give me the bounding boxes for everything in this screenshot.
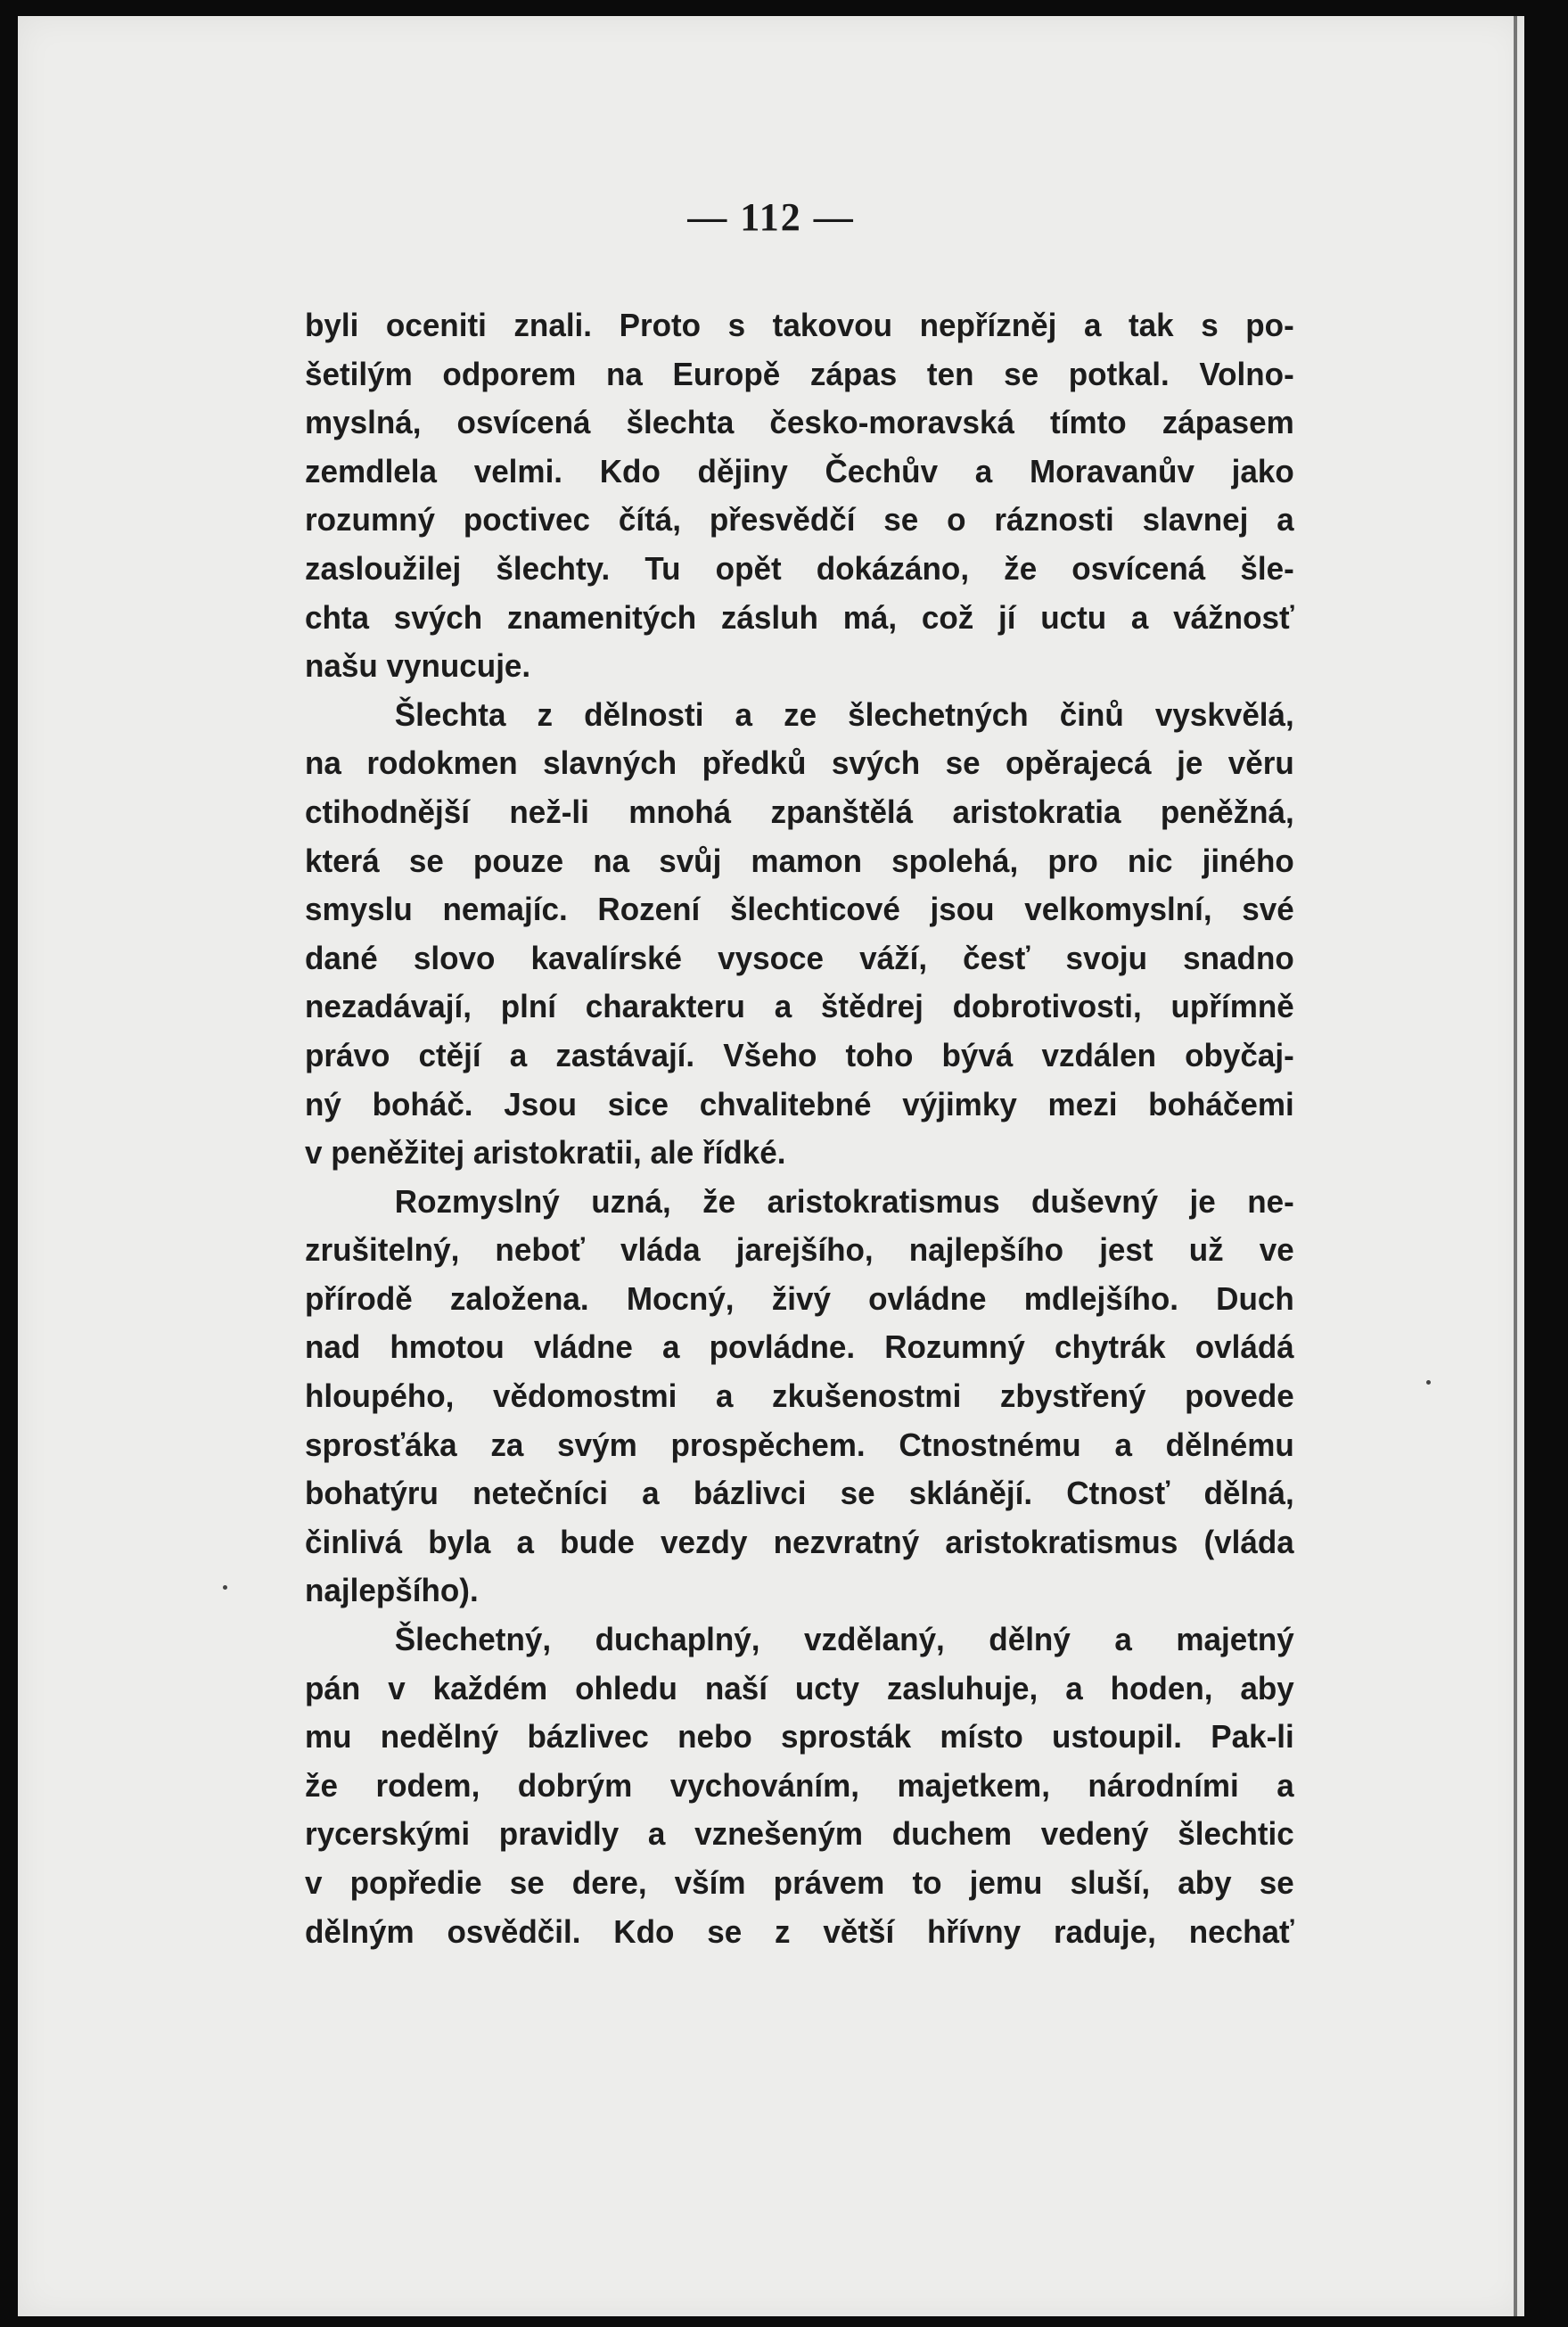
page-number: — 112 —	[687, 195, 855, 239]
text-line: že rodem, dobrým vychováním, majetkem, národními a	[305, 1766, 1294, 1804]
text-line: Šlechetný, duchaplný, vzdělaný, dělný a majetný	[394, 1621, 1294, 1658]
text-line: ný boháč. Jsou sice chvalitebné výjimky mezi boháčemi	[305, 1085, 1294, 1122]
text-line: dělným osvědčil. Kdo se z větší hřívny raduje, nechať	[305, 1912, 1294, 1950]
text-line: nad hmotou vládne a povládne. Rozumný chytrák ovládá	[305, 1328, 1294, 1366]
text-line: chta svých znamenitých zásluh má, což jí uctu a vážnosť	[305, 598, 1294, 636]
text-line: hloupého, vědomostmi a zkušenostmi zbystřený povede	[305, 1377, 1294, 1415]
text-line: našu vynucuje.	[305, 647, 531, 685]
page-edge	[1514, 16, 1517, 2316]
text-line: právo ctějí a zastávají. Všeho toho bývá vzdálen obyčaj-	[305, 1036, 1294, 1073]
text-line: šetilým odporem na Europě zápas ten se potkal. Volno-	[305, 355, 1294, 392]
body-text	[305, 301, 1294, 1956]
text-line: která se pouze na svůj mamon spolehá, pro nic jiného	[305, 842, 1294, 879]
text-line: sprosťáka za svým prospěchem. Ctnostnému a dělnému	[305, 1426, 1294, 1463]
text-line: Rozmyslný uzná, že aristokratismus duševný je ne-	[394, 1182, 1294, 1220]
text-line: byli oceniti znali. Proto s takovou nepřízněj a tak s po-	[305, 307, 1294, 343]
text-line: dané slovo kavalírské vysoce váží, česť svoju snadno	[305, 939, 1294, 976]
text-line: smyslu nemajíc. Rození šlechticové jsou velkomyslní, své	[305, 891, 1294, 928]
text-line: zasloužilej šlechty. Tu opět dokázáno, že osvícená šle-	[305, 549, 1294, 587]
text-line: v popředie se dere, vším právem to jemu sluší, aby se	[305, 1864, 1294, 1901]
dust-speck	[223, 1585, 227, 1590]
text-line: nezadávají, plní charakteru a štědrej dobrotivosti, upřímně	[305, 988, 1294, 1025]
text-line: přírodě založena. Mocný, živý ovládne mdlejšího. Duch	[305, 1279, 1294, 1317]
text-line: rycerskými pravidly a vznešeným duchem vedený šlechtic	[305, 1815, 1294, 1853]
text-line: najlepšího).	[305, 1572, 479, 1609]
book-page	[18, 16, 1524, 2316]
text-line: ctihodnější než-li mnohá zpanštělá aristokratia peněžná,	[305, 793, 1294, 830]
dust-speck	[1426, 1380, 1431, 1385]
text-line: v peněžitej aristokratii, ale řídké.	[305, 1134, 786, 1172]
text-line: bohatýru netečníci a bázlivci se sklánějí. Ctnosť dělná,	[305, 1475, 1294, 1512]
text-line: zemdlela velmi. Kdo dějiny Čechův a Moravanův jako	[305, 452, 1294, 489]
text-line: na rodokmen slavných předků svých se opěrajecá je věru	[305, 744, 1294, 782]
text-line: Šlechta z dělnosti a ze šlechetných činů vyskvělá,	[394, 695, 1294, 733]
text-line: pán v každém ohledu naší ucty zasluhuje, a hoden, aby	[305, 1669, 1294, 1706]
text-line: činlivá byla a bude vezdy nezvratný aristokratismus (vláda	[305, 1523, 1294, 1560]
text-line: zrušitelný, neboť vláda jarejšího, najlepšího jest už ve	[305, 1231, 1294, 1269]
text-line: myslná, osvícená šlechta česko-moravská tímto zápasem	[305, 404, 1294, 441]
text-line: rozumný poctivec čítá, přesvědčí se o ráznosti slavnej a	[305, 501, 1294, 539]
text-line: mu nedělný bázlivec nebo sprosták místo ustoupil. Pak-li	[305, 1718, 1294, 1756]
